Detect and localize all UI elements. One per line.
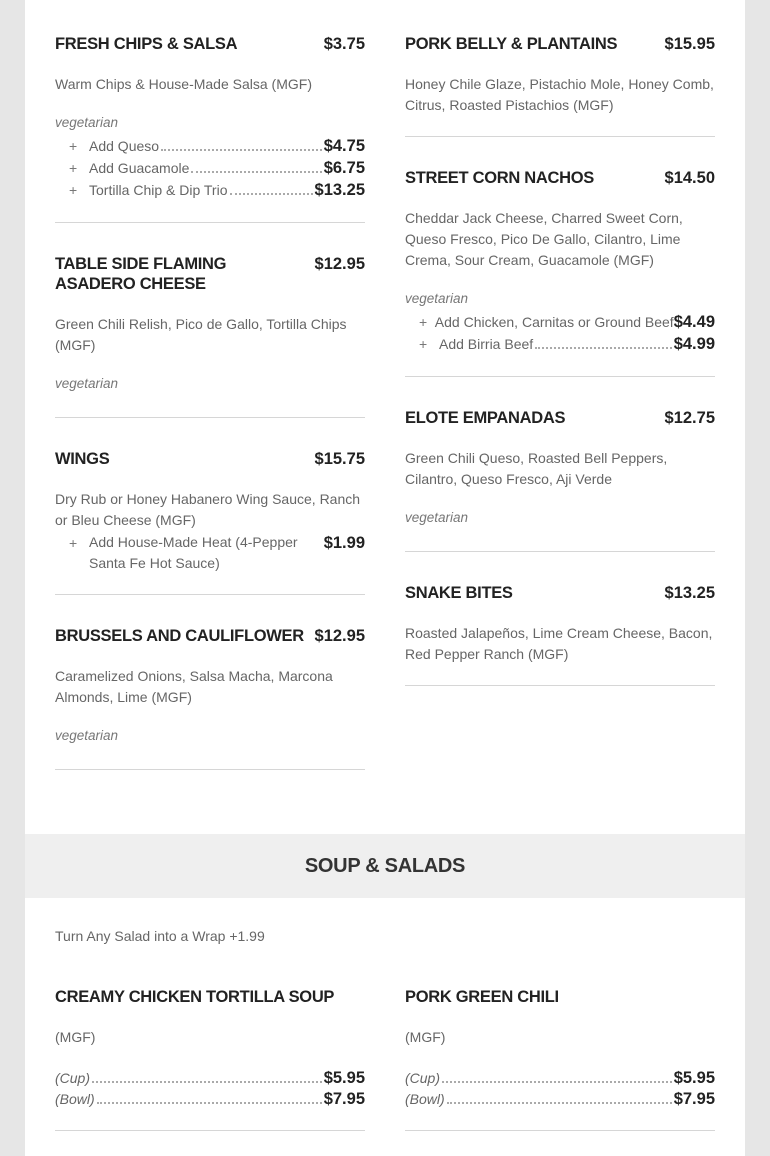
- menu-item-pork-green-chili: [405, 987, 715, 1110]
- item-name: STREET CORN NACHOS: [405, 169, 594, 187]
- item-divider: [55, 769, 365, 770]
- item-name: TABLE SIDE FLAMING ASADERO CHEESE: [55, 255, 227, 293]
- plus-icon: +: [419, 314, 428, 330]
- addon-label: Add Birria Beef: [439, 336, 534, 352]
- item-price: $12.75: [664, 409, 715, 427]
- plus-icon: +: [69, 160, 78, 176]
- size-label: (Bowl): [405, 1091, 445, 1107]
- addon-label: Tortilla Chip & Dip Trio: [89, 182, 228, 198]
- item-name: PORK GREEN CHILI: [405, 988, 559, 1006]
- dot-leader: [447, 1102, 672, 1104]
- size-row: [405, 1089, 715, 1110]
- vegetarian-tag: vegetarian: [55, 376, 119, 391]
- plus-icon: +: [69, 535, 78, 551]
- addon-row: [55, 179, 365, 201]
- item-description: Green Chili Queso, Roasted Bell Peppers, Cilantro, Queso Fresco, Aji Verde: [405, 450, 668, 487]
- addon-label: Add Guacamole: [89, 160, 190, 176]
- item-divider: [405, 551, 715, 552]
- item-divider: [405, 685, 715, 686]
- size-list: [405, 1068, 715, 1110]
- plus-icon: +: [419, 336, 428, 352]
- item-description: Roasted Jalapeños, Lime Cream Cheese, Bacon, Red Pepper Ranch (MGF): [405, 625, 713, 662]
- vegetarian-tag: vegetarian: [405, 510, 469, 525]
- section-title: SOUP & SALADS: [304, 854, 466, 877]
- item-name: PORK BELLY & PLANTAINS: [405, 35, 618, 53]
- item-price: $3.75: [323, 35, 365, 53]
- item-price: $15.75: [314, 450, 365, 468]
- addon-label: Add House-Made Heat (4-Pepper Santa Fe Hot Sauce): [89, 534, 298, 571]
- addon-price: $4.75: [323, 137, 365, 155]
- item-divider: [405, 136, 715, 137]
- addon-row: [55, 157, 365, 179]
- item-name: FRESH CHIPS & SALSA: [55, 35, 238, 53]
- item-description: Green Chili Relish, Pico de Gallo, Tortilla Chips (MGF): [55, 316, 347, 353]
- size-price: $7.95: [323, 1090, 365, 1108]
- menu-item-chicken-tortilla-soup: [55, 987, 365, 1110]
- dot-leader: [92, 1081, 322, 1083]
- addon-row: [405, 311, 715, 333]
- dot-leader: [191, 171, 321, 173]
- addon-row: [405, 333, 715, 355]
- size-row: [405, 1068, 715, 1089]
- vegetarian-tag: vegetarian: [55, 115, 119, 130]
- addon-row: [55, 532, 365, 574]
- item-price: $13.25: [664, 584, 715, 602]
- size-label: (Cup): [55, 1070, 91, 1086]
- size-label: (Bowl): [55, 1091, 95, 1107]
- addon-price: $1.99: [323, 534, 365, 552]
- item-name: ELOTE EMPANADAS: [405, 409, 566, 427]
- size-row: [55, 1068, 365, 1089]
- plus-icon: +: [69, 182, 78, 198]
- item-divider: [405, 376, 715, 377]
- plus-icon: +: [69, 138, 78, 154]
- addon-list: [55, 532, 365, 574]
- item-price: $12.95: [314, 255, 365, 273]
- item-description: Honey Chile Glaze, Pistachio Mole, Honey Comb, Citrus, Roasted Pistachios (MGF): [405, 76, 714, 113]
- item-divider: [405, 1130, 715, 1131]
- size-price: $5.95: [323, 1069, 365, 1087]
- size-price: $5.95: [673, 1069, 715, 1087]
- item-divider: [55, 417, 365, 418]
- menu-item-snake-bites: [405, 583, 715, 665]
- vegetarian-tag: vegetarian: [55, 728, 119, 743]
- size-price: $7.95: [673, 1090, 715, 1108]
- item-name: BRUSSELS AND CAULIFLOWER: [55, 627, 304, 645]
- addon-price: $4.99: [673, 335, 715, 353]
- menu-item-wings: [55, 449, 365, 574]
- size-list: [55, 1068, 365, 1110]
- addon-price: $13.25: [314, 181, 365, 199]
- size-row: [55, 1089, 365, 1110]
- item-description: Caramelized Onions, Salsa Macha, Marcona Almonds, Lime (MGF): [55, 668, 333, 705]
- item-divider: [55, 1130, 365, 1131]
- menu-item-elote-empanadas: [405, 408, 715, 526]
- addon-label: Add Queso: [89, 138, 160, 154]
- item-name: WINGS: [55, 450, 110, 468]
- item-name: SNAKE BITES: [405, 584, 513, 602]
- addon-price: $4.49: [673, 313, 715, 331]
- item-description: (MGF): [405, 1029, 446, 1045]
- vegetarian-tag: vegetarian: [405, 291, 469, 306]
- size-label: (Cup): [405, 1070, 441, 1086]
- menu-page: [25, 0, 745, 1156]
- item-description: Warm Chips & House-Made Salsa (MGF): [55, 76, 312, 92]
- addon-price: $6.75: [323, 159, 365, 177]
- addon-row: [55, 135, 365, 157]
- item-description: Cheddar Jack Cheese, Charred Sweet Corn, Queso Fresco, Pico De Gallo, Cilantro, Lime Crema, Sour Cream, Guacamole (MGF): [405, 210, 683, 268]
- addon-label: Add Chicken, Carnitas or Ground Beef: [434, 314, 674, 330]
- menu-item-brussels-cauliflower: [55, 626, 365, 744]
- item-price: $12.95: [314, 627, 365, 645]
- item-description: (MGF): [55, 1029, 96, 1045]
- dot-leader: [535, 347, 672, 349]
- menu-item-street-corn-nachos: [405, 168, 715, 355]
- item-price: $15.95: [664, 35, 715, 53]
- item-name: CREAMY CHICKEN TORTILLA SOUP: [55, 988, 335, 1006]
- item-divider: [55, 222, 365, 223]
- addon-list: [405, 311, 715, 355]
- section-note: Turn Any Salad into a Wrap +1.99: [55, 928, 265, 944]
- dot-leader: [442, 1081, 672, 1083]
- addon-list: [55, 135, 365, 201]
- section-header: [25, 834, 745, 898]
- dot-leader: [161, 149, 322, 151]
- menu-item-fresh-chips-salsa: [55, 34, 365, 201]
- item-divider: [55, 594, 365, 595]
- dot-leader: [230, 193, 313, 195]
- item-price: $14.50: [664, 169, 715, 187]
- dot-leader: [97, 1102, 322, 1104]
- menu-item-flaming-asadero: [55, 254, 365, 392]
- item-description: Dry Rub or Honey Habanero Wing Sauce, Ranch or Bleu Cheese (MGF): [55, 491, 361, 528]
- menu-item-pork-belly: [405, 34, 715, 116]
